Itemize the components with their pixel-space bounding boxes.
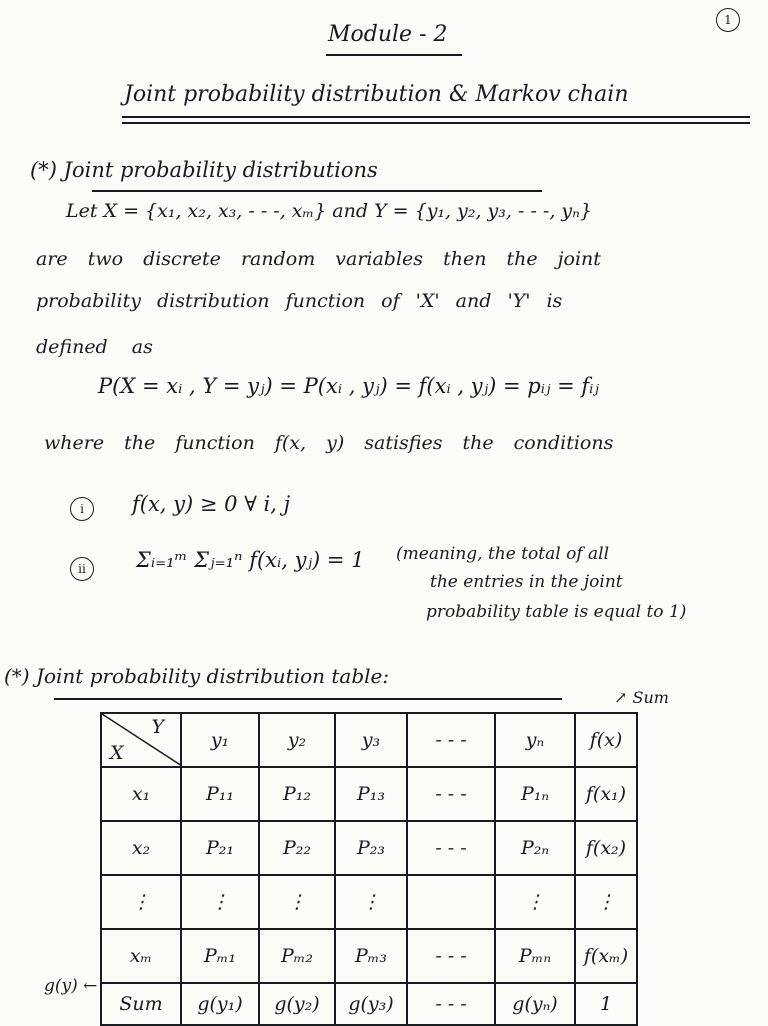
condition-note-line-3: probability table is equal to 1) [426,602,687,622]
table-cell: g(yₙ) [495,983,575,1025]
table-cell: f(xₘ) [575,929,637,983]
g-of-y-row-label: g(y) ← [44,976,98,996]
table-cell: Pₘ₂ [259,929,335,983]
table-cell: P₁₂ [259,767,335,821]
module-title: Module - 2 [328,22,448,47]
page-number: 1 [716,8,740,32]
table-sum-row [101,983,637,1025]
table-cell: g(y₁) [181,983,259,1025]
table-row [101,821,637,875]
table-cell: 1 [575,983,637,1025]
table-cell: x₁ [101,767,181,821]
table-cell: g(y₂) [259,983,335,1025]
definition-line-3: probability distribution function of 'X' and 'Y' is [36,290,563,312]
section2-title-underline [54,698,562,700]
table-cell: P₂ₙ [495,821,575,875]
corner-y-label: Y [151,716,164,738]
condition-2-number: ii [70,557,94,581]
table-cell: f(x₁) [575,767,637,821]
condition-note-line-1: (meaning, the total of all [396,544,610,564]
joint-probability-formula: P(X = xᵢ , Y = yⱼ) = P(xᵢ , yⱼ) = f(xᵢ , yⱼ) = pᵢⱼ = fᵢⱼ [98,374,599,398]
header-cell: yₙ [495,713,575,767]
definition-line-2: are two discrete random variables then the joint [36,248,601,270]
table-cell: ⋮ [101,875,181,929]
table-cell: - - - [407,821,495,875]
page-heading: Joint probability distribution & Markov chain [124,82,629,107]
table-cell: P₂₁ [181,821,259,875]
header-cell: f(x) [575,713,637,767]
header-cell: - - - [407,713,495,767]
table-cell: ⋮ [259,875,335,929]
header-cell: y₂ [259,713,335,767]
table-row [101,875,637,929]
table-cell: P₂₃ [335,821,407,875]
table-row [101,929,637,983]
section1-title: (*) Joint probability distributions [30,158,378,182]
table-cell: - - - [407,983,495,1025]
condition-note-line-2: the entries in the joint [430,572,623,592]
module-title-underline [326,54,462,56]
table-cell: x₂ [101,821,181,875]
condition-1-text: f(x, y) ≥ 0 ∀ i, j [132,492,291,516]
definition-line-1: Let X = {x₁, x₂, x₃, - - -, xₘ} and Y = {y₁, y₂, y₃, - - -, yₙ} [66,200,592,222]
heading-underline-second [122,122,750,124]
table-cell: Pₘₙ [495,929,575,983]
corner-x-label: X [110,742,124,764]
table-cell: - - - [407,767,495,821]
condition-1-number: i [70,497,94,521]
table-cell: f(x₂) [575,821,637,875]
table-cell: Pₘ₃ [335,929,407,983]
table-cell: ⋮ [575,875,637,929]
condition-2-text: Σᵢ₌₁ᵐ Σⱼ₌₁ⁿ f(xᵢ, yⱼ) = 1 [136,548,365,572]
section1-title-underline [92,190,542,192]
section2-title: (*) Joint probability distribution table: [4,664,390,688]
sum-column-label: ↗ Sum [614,688,669,707]
table-cell [407,875,495,929]
table-cell: P₂₂ [259,821,335,875]
header-cell: y₃ [335,713,407,767]
table-cell: - - - [407,929,495,983]
table-cell: P₁ₙ [495,767,575,821]
header-cell: y₁ [181,713,259,767]
table-cell: ⋮ [495,875,575,929]
table-cell: Pₘ₁ [181,929,259,983]
heading-underline [122,116,750,118]
table-cell: ⋮ [335,875,407,929]
joint-probability-table [100,712,638,1026]
definition-line-4: defined as [36,336,153,358]
table-header-row [101,713,637,767]
conditions-intro: where the function f(x, y) satisfies the conditions [44,432,614,454]
table-cell: P₁₃ [335,767,407,821]
table-cell: g(y₃) [335,983,407,1025]
table-cell: ⋮ [181,875,259,929]
table-cell: Sum [101,983,181,1025]
table-corner-cell [101,713,181,767]
table-row [101,767,637,821]
table-cell: P₁₁ [181,767,259,821]
table-cell: xₘ [101,929,181,983]
